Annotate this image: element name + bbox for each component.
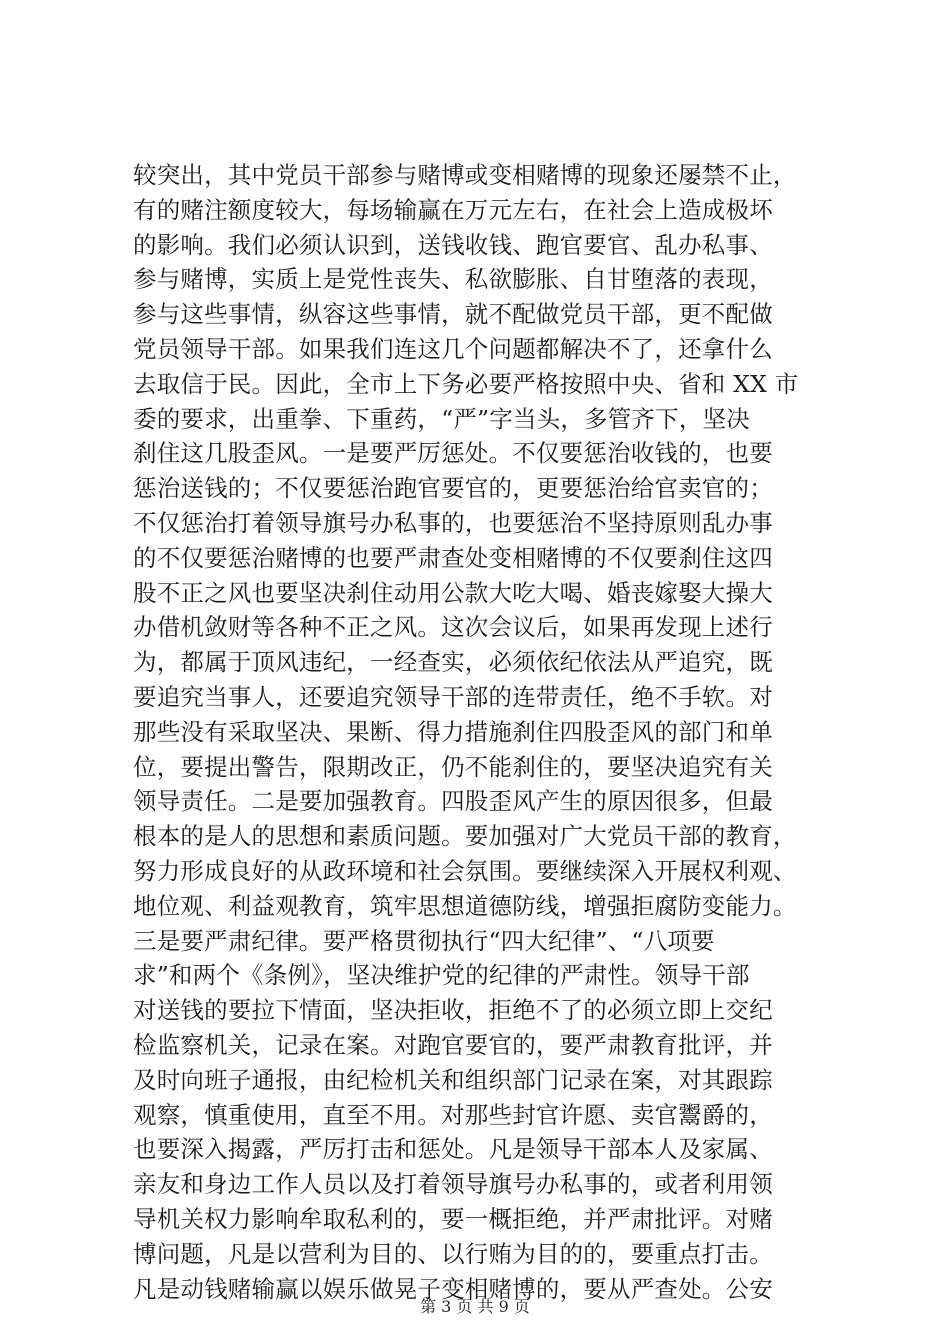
body-text-line: 观察，慎重使用，直至不用。对那些封官许愿、卖官鬻爵的， — [133, 1100, 773, 1129]
body-text-line: 三是要严肃纪律。要严格贯彻执行“四大纪律”、“八项要 — [133, 926, 715, 955]
body-text-line: 办借机敛财等各种不正之风。这次会议后，如果再发现上述行 — [133, 613, 773, 642]
body-text-line: 委的要求，出重拳、下重药，“严”字当头，多管齐下，坚决 — [133, 404, 750, 433]
body-text-line: 的影响。我们必须认识到，送钱收钱、跑官要官、乱办私事、 — [133, 230, 773, 259]
page-footer: 第 3 页 共 9 页 — [420, 1297, 530, 1316]
body-text-line: 导机关权力影响牟取私利的，要一概拒绝，并严肃批评。对赌 — [133, 1204, 773, 1233]
body-text-line: 及时向班子通报，由纪检机关和组织部门记录在案，对其跟踪 — [133, 1065, 773, 1094]
body-text-line: 亲友和身边工作人员以及打着领导旗号办私事的，或者利用领 — [133, 1170, 773, 1199]
body-text-line: 凡是动钱赌输赢以娱乐做晃子变相赌博的，要从严查处。公安 — [133, 1274, 773, 1303]
body-text-line: 要追究当事人，还要追究领导干部的连带责任，绝不手软。对 — [133, 682, 773, 711]
body-text-line: 不仅惩治打着领导旗号办私事的，也要惩治不坚持原则乱办事 — [133, 508, 773, 537]
body-text-line: 地位观、利益观教育，筑牢思想道德防线，增强拒腐防变能力。 — [133, 891, 797, 920]
body-text-line: 努力形成良好的从政环境和社会氛围。要继续深入开展权利观、 — [133, 856, 797, 885]
body-text-line: 为，都属于顶风违纪，一经查实，必须依纪依法从严追究，既 — [133, 648, 773, 677]
body-text-line: 刹住这几股歪风。一是要严厉惩处。不仅要惩治收钱的，也要 — [133, 439, 773, 468]
body-text-line: 参与赌博，实质上是党性丧失、私欲膨胀、自甘堕落的表现， — [133, 265, 773, 294]
body-text-line: 有的赌注额度较大，每场输赢在万元左右，在社会上造成极坏 — [133, 195, 773, 224]
body-text-line: 那些没有采取坚决、果断、得力措施刹住四股歪风的部门和单 — [133, 717, 773, 746]
body-text-line: 也要深入揭露，严厉打击和惩处。凡是领导干部本人及家属、 — [133, 1135, 773, 1164]
body-text-line: 去取信于民。因此，全市上下务必要严格按照中央、省和 XX 市 — [133, 369, 799, 398]
body-text-line: 惩治送钱的；不仅要惩治跑官要官的，更要惩治给官卖官的； — [133, 474, 773, 503]
body-text-line: 求”和两个《条例》，坚决维护党的纪律的严肃性。领导干部 — [133, 961, 750, 990]
body-text-line: 领导责任。二是要加强教育。四股歪风产生的原因很多，但最 — [133, 787, 773, 816]
body-text-line: 博问题，凡是以营利为目的、以行贿为目的的，要重点打击。 — [133, 1239, 773, 1268]
body-text-line: 位，要提出警告，限期改正，仍不能刹住的，要坚决追究有关 — [133, 752, 773, 781]
body-text-line: 参与这些事情，纵容这些事情，就不配做党员干部，更不配做 — [133, 300, 773, 329]
document-body — [133, 158, 823, 1306]
body-text-line: 对送钱的要拉下情面，坚决拒收，拒绝不了的必须立即上交纪 — [133, 996, 773, 1025]
body-text-line: 股不正之风也要坚决刹住动用公款大吃大喝、婚丧嫁娶大操大 — [133, 578, 773, 607]
body-text-line: 的不仅要惩治赌博的也要严肃查处变相赌博的不仅要刹住这四 — [133, 543, 773, 572]
body-text-line: 根本的是人的思想和素质问题。要加强对广大党员干部的教育， — [133, 822, 797, 851]
body-text-line: 检监察机关，记录在案。对跑官要官的，要严肃教育批评，并 — [133, 1030, 773, 1059]
body-text-line: 党员领导干部。如果我们连这几个问题都解决不了，还拿什么 — [133, 334, 773, 363]
body-text-line: 较突出，其中党员干部参与赌博或变相赌博的现象还屡禁不止， — [133, 161, 797, 189]
